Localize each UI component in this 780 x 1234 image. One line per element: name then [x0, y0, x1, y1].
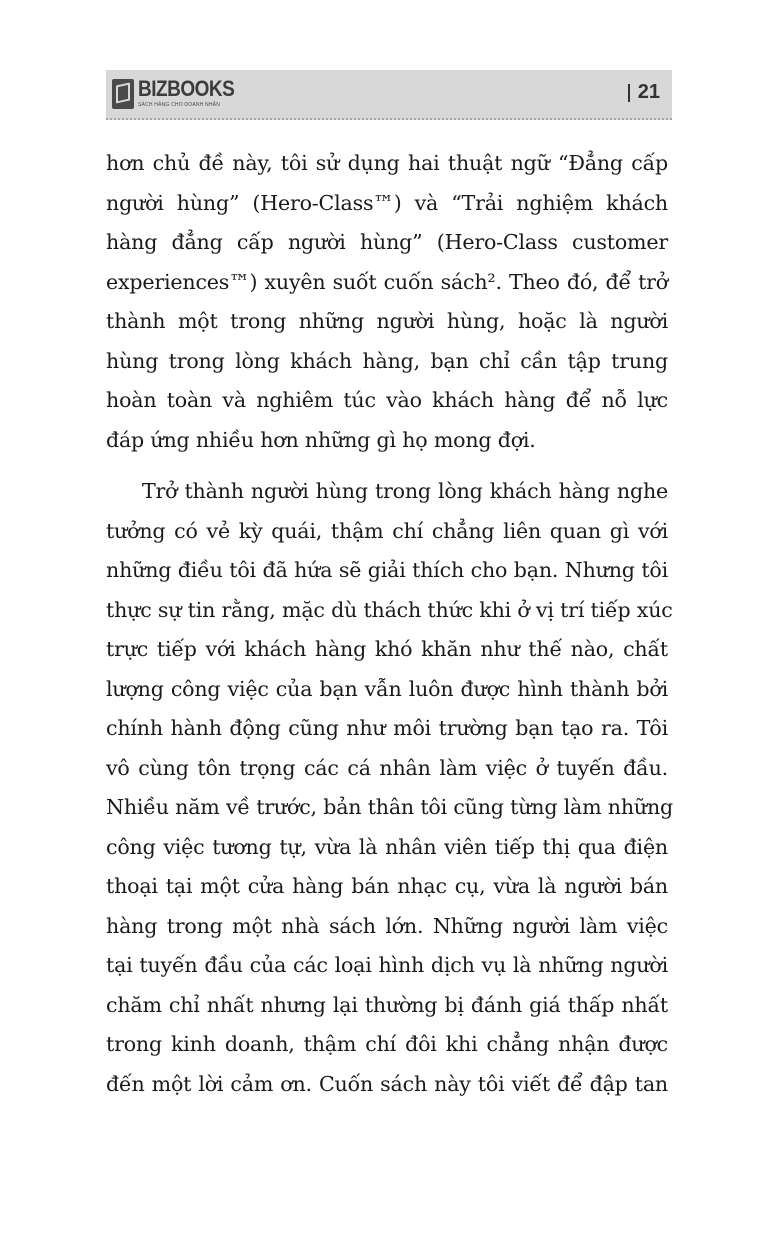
- text-line: hơn chủ đề này, tôi sử dụng hai thuật ngữ “Đẳng cấp: [106, 151, 668, 175]
- page-number: [628, 81, 660, 104]
- text-line: hàng đẳng cấp người hùng” (Hero-Class customer: [106, 230, 668, 254]
- text-line: hoàn toàn và nghiêm túc vào khách hàng để nỗ lực: [106, 388, 668, 412]
- text-line: đáp ứng nhiều hơn những gì họ mong đợi.: [106, 427, 536, 452]
- text-line: người hùng” (Hero-Class™) và “Trải nghiệm khách: [106, 190, 668, 215]
- text-line: đến một lời cảm ơn. Cuốn sách này tôi viết để đập tan: [106, 1071, 668, 1096]
- text-line: hùng trong lòng khách hàng, bạn chỉ cần tập trung: [106, 348, 668, 373]
- text-line: tại tuyến đầu của các loại hình dịch vụ là những người: [106, 953, 668, 977]
- text-line: tưởng có vẻ kỳ quái, thậm chí chẳng liên quan gì với: [106, 518, 668, 543]
- page-number-value: 21: [637, 81, 660, 103]
- text-line: trong kinh doanh, thậm chí đôi khi chẳng nhận được: [106, 1032, 668, 1056]
- text-line: những điều tôi đã hứa sẽ giải thích cho bạn. Nhưng tôi: [106, 558, 668, 582]
- text-line: vô cùng tôn trọng các cá nhân làm việc ở tuyến đầu.: [106, 755, 668, 780]
- text-line: experiences™) xuyên suốt cuốn sách². Theo đó, để trở: [106, 269, 668, 294]
- text-line: hàng trong một nhà sách lớn. Những người làm việc: [106, 913, 668, 938]
- logo-tagline: SÁCH HÀNG CHO DOANH NHÂN: [138, 102, 221, 108]
- text-line: Nhiều năm về trước, bản thân tôi cũng từng làm những: [106, 795, 674, 819]
- logo-text: [138, 77, 235, 108]
- running-header: [106, 70, 672, 120]
- text-line: công việc tương tự, vừa là nhân viên tiếp thị qua điện: [106, 834, 668, 859]
- logo-name: BIZBOOKS: [138, 77, 235, 102]
- text-line: trực tiếp với khách hàng khó khăn như thế nào, chất: [106, 637, 668, 661]
- book-icon: [112, 79, 134, 109]
- text-line: thực sự tin rằng, mặc dù thách thức khi ở vị trí tiếp xúc: [106, 597, 673, 622]
- paragraph-gap: [106, 460, 668, 472]
- text-line: thoại tại một cửa hàng bán nhạc cụ, vừa là người bán: [106, 874, 668, 898]
- paragraph: [106, 144, 668, 460]
- text-line: thành một trong những người hùng, hoặc là người: [106, 309, 668, 333]
- text-line: chính hành động cũng như môi trường bạn tạo ra. Tôi: [106, 716, 668, 740]
- text-line: lượng công việc của bạn vẫn luôn được hình thành bởi: [106, 676, 668, 701]
- text-line: chăm chỉ nhất nhưng lại thường bị đánh giá thấp nhất: [106, 992, 668, 1017]
- text-line: Trở thành người hùng trong lòng khách hàng nghe: [142, 479, 668, 503]
- paragraph: [106, 472, 674, 1104]
- page-number-separator: [628, 84, 630, 102]
- body-text: [106, 144, 674, 1104]
- publisher-logo: [112, 76, 234, 112]
